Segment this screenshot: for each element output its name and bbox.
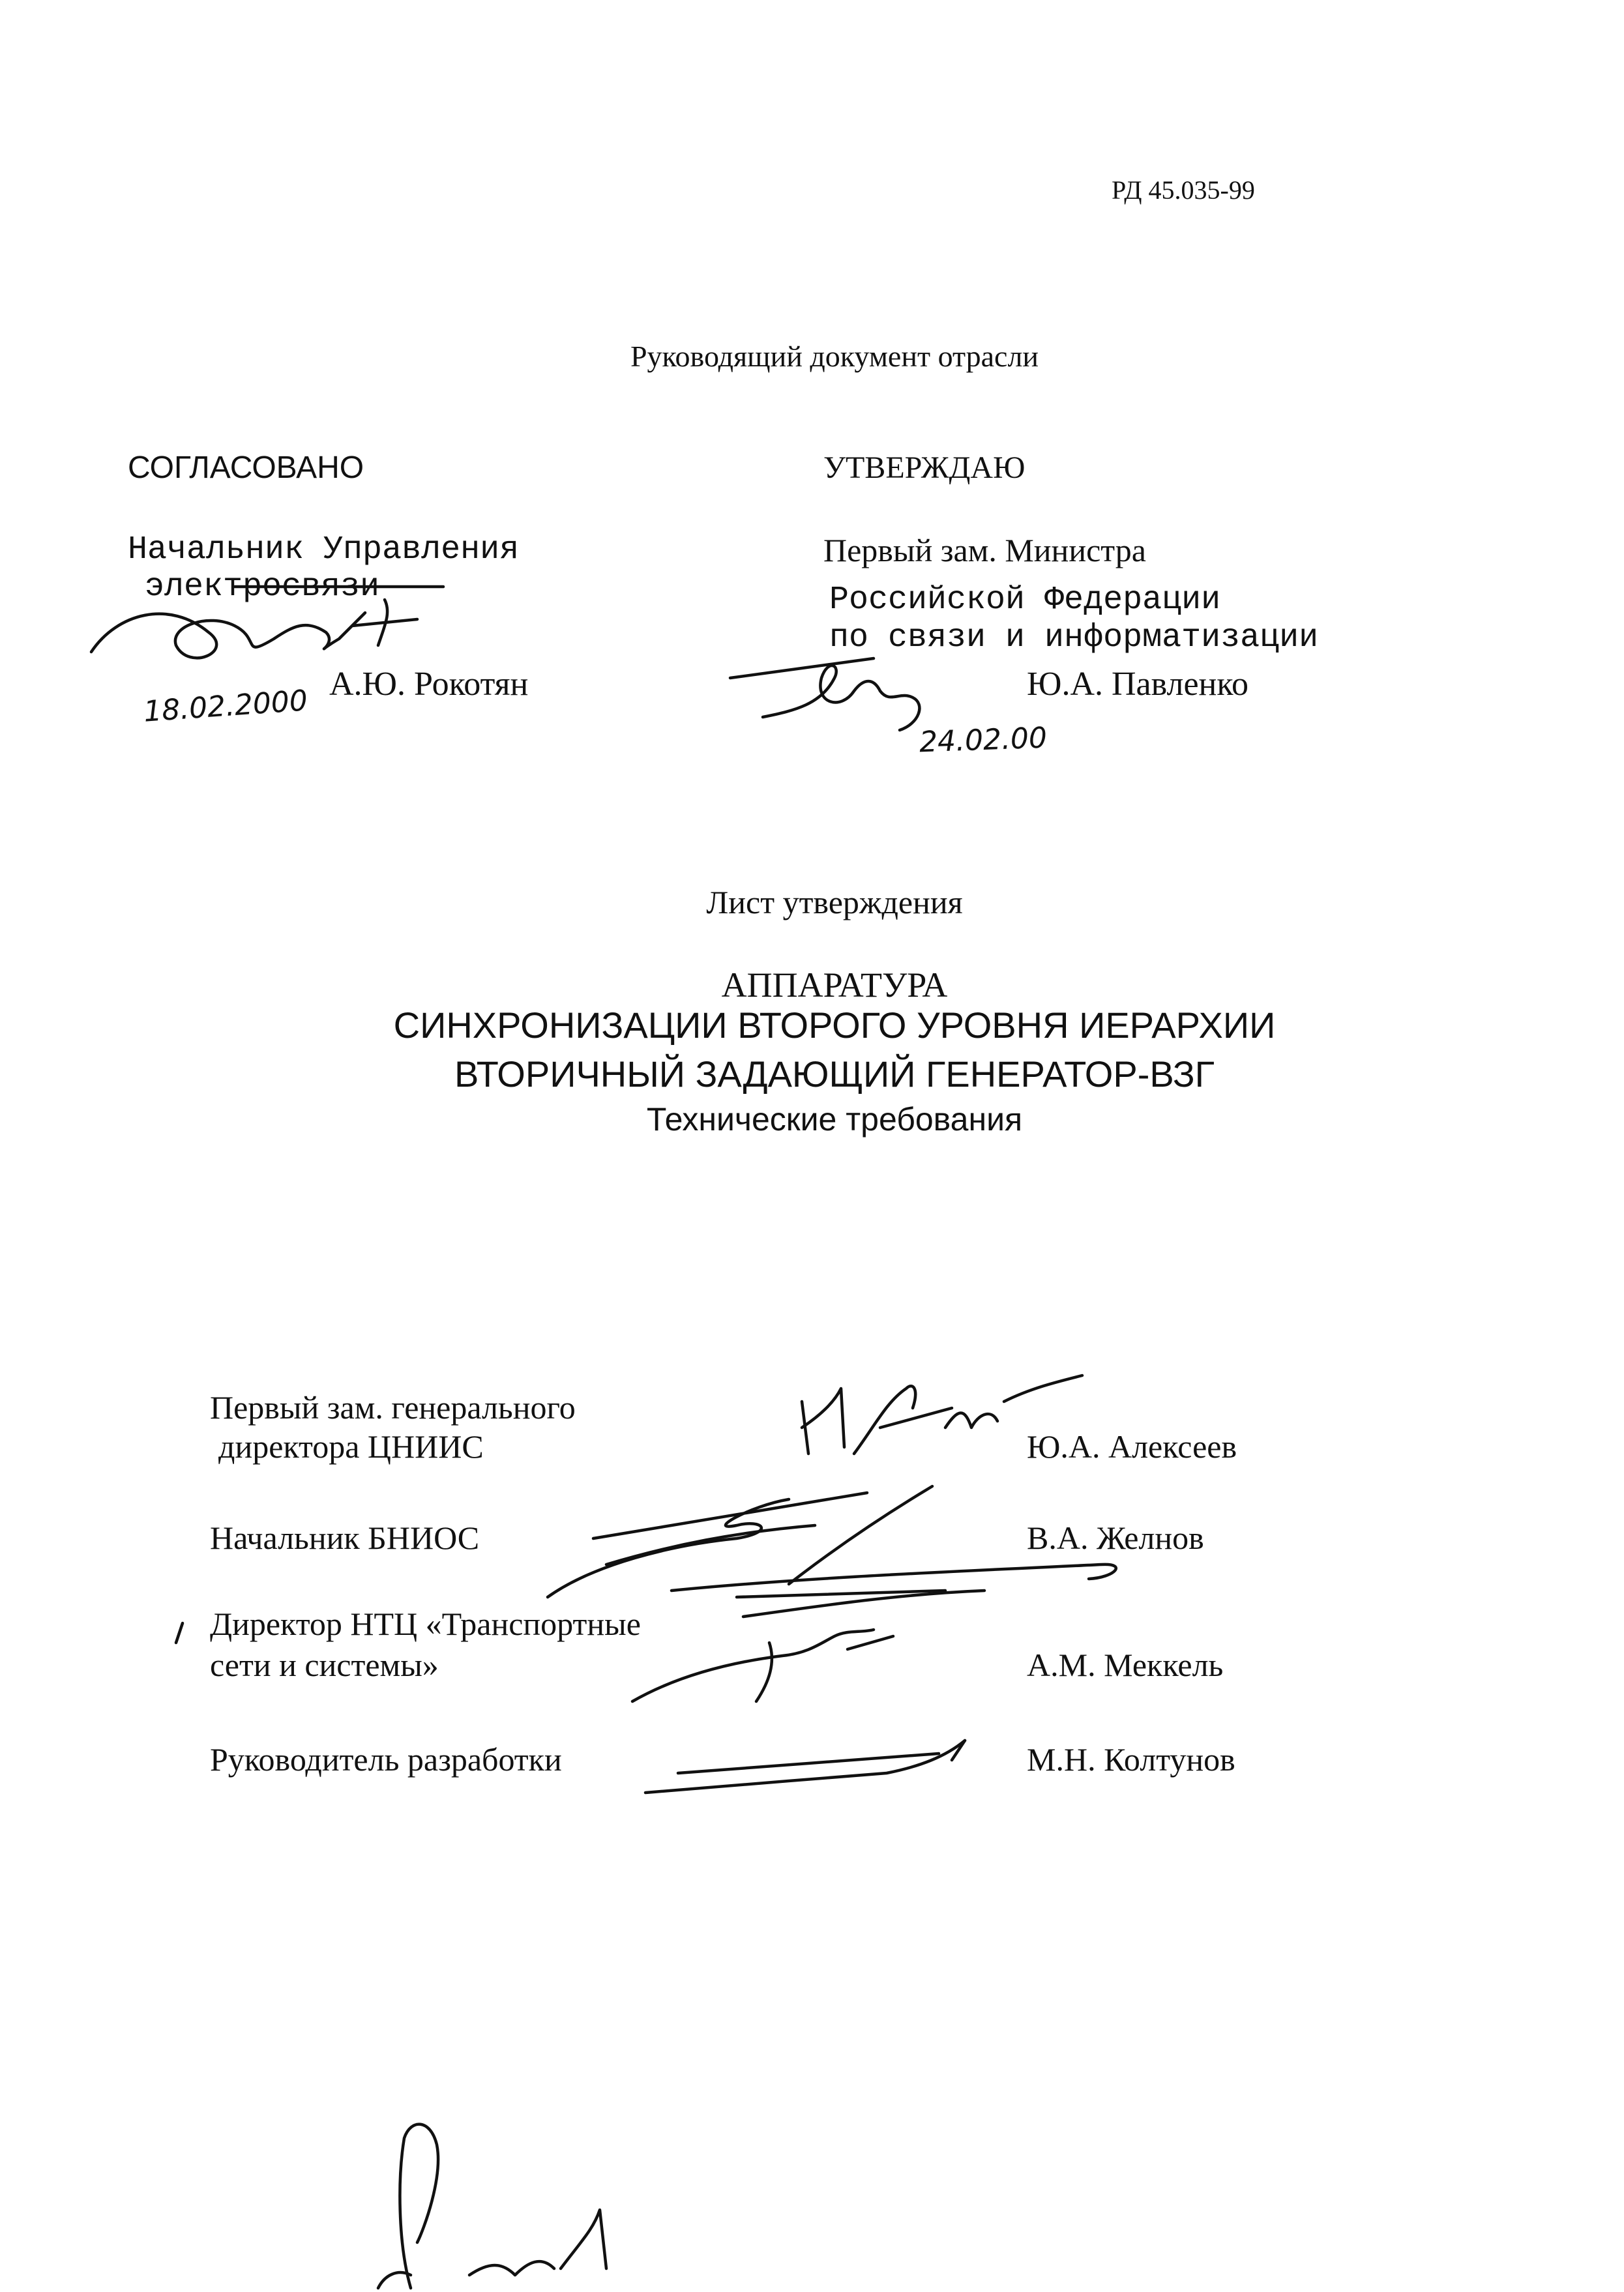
product-line4: Технические требования — [646, 1101, 1023, 1138]
signatory-3-role-line1: Директор НТЦ «Транспортные — [210, 1606, 641, 1642]
approved-position-line1: Первый зам. Министра — [823, 532, 1146, 568]
signatory-2-role-line1: Начальник БНИОС — [210, 1520, 480, 1556]
signatory-2-name: В.А. Желнов — [1027, 1520, 1204, 1556]
product-line1: АППАРАТУРА — [721, 965, 948, 1005]
bottom-handwritten-mark — [372, 2112, 645, 2292]
signatory-4-name: М.Н. Колтунов — [1027, 1741, 1235, 1778]
signatory-3-role-line2: сети и системы» — [210, 1647, 439, 1683]
approved-heading: УТВЕРЖДАЮ — [823, 450, 1026, 485]
sheet-title: Лист утверждения — [706, 884, 963, 920]
signatory-4-signature — [639, 1721, 991, 1806]
agreed-signature — [78, 574, 469, 691]
approved-position-line3: по связи и информатизации — [829, 619, 1319, 656]
approved-name: Ю.А. Павленко — [1027, 666, 1248, 703]
approved-position-line2: Российской Федерации — [829, 581, 1221, 619]
approved-date-handwritten: 24.02.00 — [919, 721, 1048, 759]
agreed-heading: СОГЛАСОВАНО — [128, 450, 364, 485]
document-number: РД 45.035-99 — [1112, 175, 1255, 205]
signatory-1-role-line2: директора ЦНИИС — [218, 1428, 484, 1465]
signatory-3-name: А.М. Меккель — [1027, 1647, 1224, 1683]
agreed-name: А.Ю. Рокотян — [329, 666, 529, 703]
agreed-position-line1: Начальник Управления — [128, 531, 520, 568]
signatory-4-role-line1: Руководитель разработки — [210, 1741, 562, 1778]
document-type: Руководящий документ отрасли — [630, 340, 1039, 373]
product-line3: ВТОРИЧНЫЙ ЗАДАЮЩИЙ ГЕНЕРАТОР-ВЗГ — [454, 1053, 1215, 1095]
agreed-date-handwritten: 18.02.2000 — [142, 684, 309, 729]
signatory-1-signature — [782, 1362, 1095, 1467]
signatory-1-role-line1: Первый зам. генерального — [210, 1389, 576, 1426]
approved-signature — [724, 639, 1011, 743]
signatory-3-signature — [170, 1597, 952, 1727]
signatory-1-name: Ю.А. Алексеев — [1027, 1428, 1237, 1465]
product-line2: СИНХРОНИЗАЦИИ ВТОРОГО УРОВНЯ ИЕРАРХИИ — [393, 1005, 1276, 1046]
agreed-position-line2: электросвязи — [145, 568, 380, 606]
signatory-2-signature — [541, 1467, 1141, 1617]
